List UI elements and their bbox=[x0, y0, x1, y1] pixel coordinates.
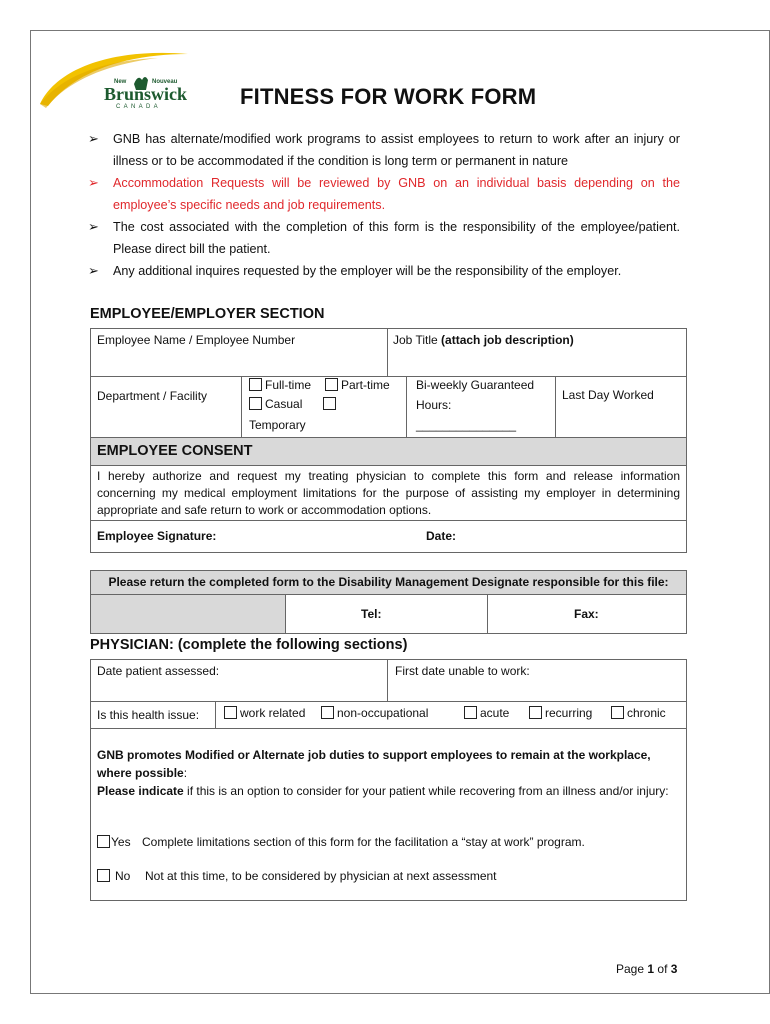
work-related-label: work related bbox=[240, 706, 306, 720]
indicate-text: if this is an option to consider for your patient while recovering from an illness and/or injury: bbox=[183, 784, 669, 798]
recurring-option[interactable] bbox=[529, 706, 592, 720]
bullet-item bbox=[88, 216, 680, 260]
tel-field[interactable]: Tel: bbox=[361, 607, 382, 621]
consent-date-field[interactable]: Date: bbox=[426, 529, 457, 543]
non-occupational-checkbox[interactable] bbox=[321, 706, 334, 719]
yes-option[interactable] bbox=[97, 835, 131, 849]
no-checkbox[interactable] bbox=[97, 869, 110, 882]
yes-checkbox[interactable] bbox=[97, 835, 110, 848]
no-option[interactable] bbox=[97, 869, 130, 883]
arrow-icon: ➢ bbox=[88, 263, 99, 278]
employee-signature-field[interactable]: Employee Signature: bbox=[97, 529, 217, 543]
arrow-icon: ➢ bbox=[88, 175, 99, 190]
physician-table bbox=[90, 659, 687, 901]
return-header: Please return the completed form to the Disability Management Designate responsible for this file: bbox=[108, 575, 669, 589]
chronic-option[interactable] bbox=[611, 706, 666, 720]
please-indicate-label: Please indicate bbox=[97, 784, 184, 798]
parttime-label: Part-time bbox=[341, 378, 390, 392]
work-related-option[interactable] bbox=[224, 706, 305, 720]
promo-colon: : bbox=[183, 766, 188, 780]
logo-prefix-fr: Nouveau bbox=[152, 79, 178, 85]
bullet-text: Any additional inquires requested by the employer will be the responsibility of the employer. bbox=[113, 264, 622, 278]
job-title-label: Job Title bbox=[393, 333, 438, 347]
consent-title: EMPLOYEE CONSENT bbox=[97, 443, 253, 459]
consent-table bbox=[90, 437, 687, 553]
intro-bullets bbox=[88, 128, 680, 282]
recurring-label: recurring bbox=[545, 706, 593, 720]
fax-field[interactable]: Fax: bbox=[574, 607, 599, 621]
parttime-checkbox[interactable] bbox=[325, 378, 338, 391]
health-issue-label: Is this health issue: bbox=[97, 708, 200, 722]
hours-label: Hours: bbox=[416, 398, 452, 412]
non-occupational-label: non-occupational bbox=[337, 706, 429, 720]
of-word: of bbox=[657, 962, 668, 976]
arrow-icon: ➢ bbox=[88, 219, 99, 234]
yes-label: Yes bbox=[111, 835, 131, 849]
casual-label: Casual bbox=[265, 397, 303, 411]
bullet-text: The cost associated with the completion of this form is the responsibility of the employee/patient. Please direct bill the patient. bbox=[113, 220, 680, 256]
date-assessed-field[interactable]: Date patient assessed: bbox=[97, 664, 220, 678]
first-date-unable-field[interactable]: First date unable to work: bbox=[395, 664, 530, 678]
bullet-item bbox=[88, 128, 680, 172]
gnb-logo bbox=[38, 46, 198, 116]
page-number bbox=[616, 962, 677, 976]
work-related-checkbox[interactable] bbox=[224, 706, 237, 719]
last-day-worked-field[interactable]: Last Day Worked bbox=[562, 388, 654, 402]
physician-section-title: PHYSICIAN: (complete the following sections) bbox=[90, 637, 408, 653]
promo-text: GNB promotes Modified or Alternate job duties to support employees to remain at the workplace, where possible bbox=[97, 748, 651, 780]
bullet-text: GNB has alternate/modified work programs to assist employees to return to work after an injury or illness or to be accommodated if the condition is long term or permanent in nature bbox=[113, 132, 680, 168]
logo-wordmark: Brunswick bbox=[104, 84, 188, 104]
chronic-label: chronic bbox=[627, 706, 666, 720]
modified-duties-text bbox=[97, 746, 680, 800]
page-current: 1 bbox=[647, 962, 655, 976]
yes-description: Complete limitations section of this form for the facilitation a “stay at work” program. bbox=[142, 835, 585, 849]
return-table bbox=[90, 570, 687, 634]
form-title: FITNESS FOR WORK FORM bbox=[240, 84, 537, 109]
logo-country: C A N A D A bbox=[116, 104, 159, 110]
parttime-option[interactable] bbox=[325, 378, 390, 392]
employee-table bbox=[90, 328, 687, 438]
no-description: Not at this time, to be considered by physician at next assessment bbox=[145, 869, 497, 883]
temporary-label: Temporary bbox=[249, 418, 306, 432]
no-label: No bbox=[115, 869, 131, 883]
bullet-item-red bbox=[88, 172, 680, 216]
fulltime-label: Full-time bbox=[265, 378, 312, 392]
acute-option[interactable] bbox=[464, 706, 509, 720]
casual-option[interactable] bbox=[249, 397, 302, 411]
recurring-checkbox[interactable] bbox=[529, 706, 542, 719]
page-total: 3 bbox=[670, 962, 678, 976]
job-title-note: (attach job description) bbox=[441, 333, 574, 347]
acute-label: acute bbox=[480, 706, 510, 720]
non-occupational-option[interactable] bbox=[321, 706, 428, 720]
arrow-icon: ➢ bbox=[88, 131, 99, 146]
biweekly-label: Bi-weekly Guaranteed bbox=[416, 378, 535, 392]
department-field[interactable]: Department / Facility bbox=[97, 389, 208, 403]
bullet-text: Accommodation Requests will be reviewed by GNB on an individual basis depending on the employee’s specific needs and job requirements. bbox=[113, 176, 680, 212]
chronic-checkbox[interactable] bbox=[611, 706, 624, 719]
temporary-checkbox[interactable] bbox=[323, 397, 336, 410]
hours-field[interactable]: _______________ bbox=[416, 418, 517, 432]
logo-prefix-en: New bbox=[114, 79, 127, 85]
designate-name-field[interactable] bbox=[91, 595, 285, 633]
employee-name-field[interactable]: Employee Name / Employee Number bbox=[97, 333, 296, 347]
casual-checkbox[interactable] bbox=[249, 397, 262, 410]
acute-checkbox[interactable] bbox=[464, 706, 477, 719]
page-word: Page bbox=[616, 962, 645, 976]
fulltime-checkbox[interactable] bbox=[249, 378, 262, 391]
temporary-option[interactable] bbox=[323, 397, 339, 411]
job-title-field[interactable] bbox=[393, 333, 574, 347]
employee-section-title: EMPLOYEE/EMPLOYER SECTION bbox=[90, 306, 325, 322]
fulltime-option[interactable] bbox=[249, 378, 311, 392]
consent-text: I hereby authorize and request my treating physician to complete this form and release information concerning my medical employment limitations for the purpose of assisting my employer in determining appropriate and safe return to work or accommodation options. bbox=[97, 469, 680, 517]
bullet-item bbox=[88, 260, 680, 282]
